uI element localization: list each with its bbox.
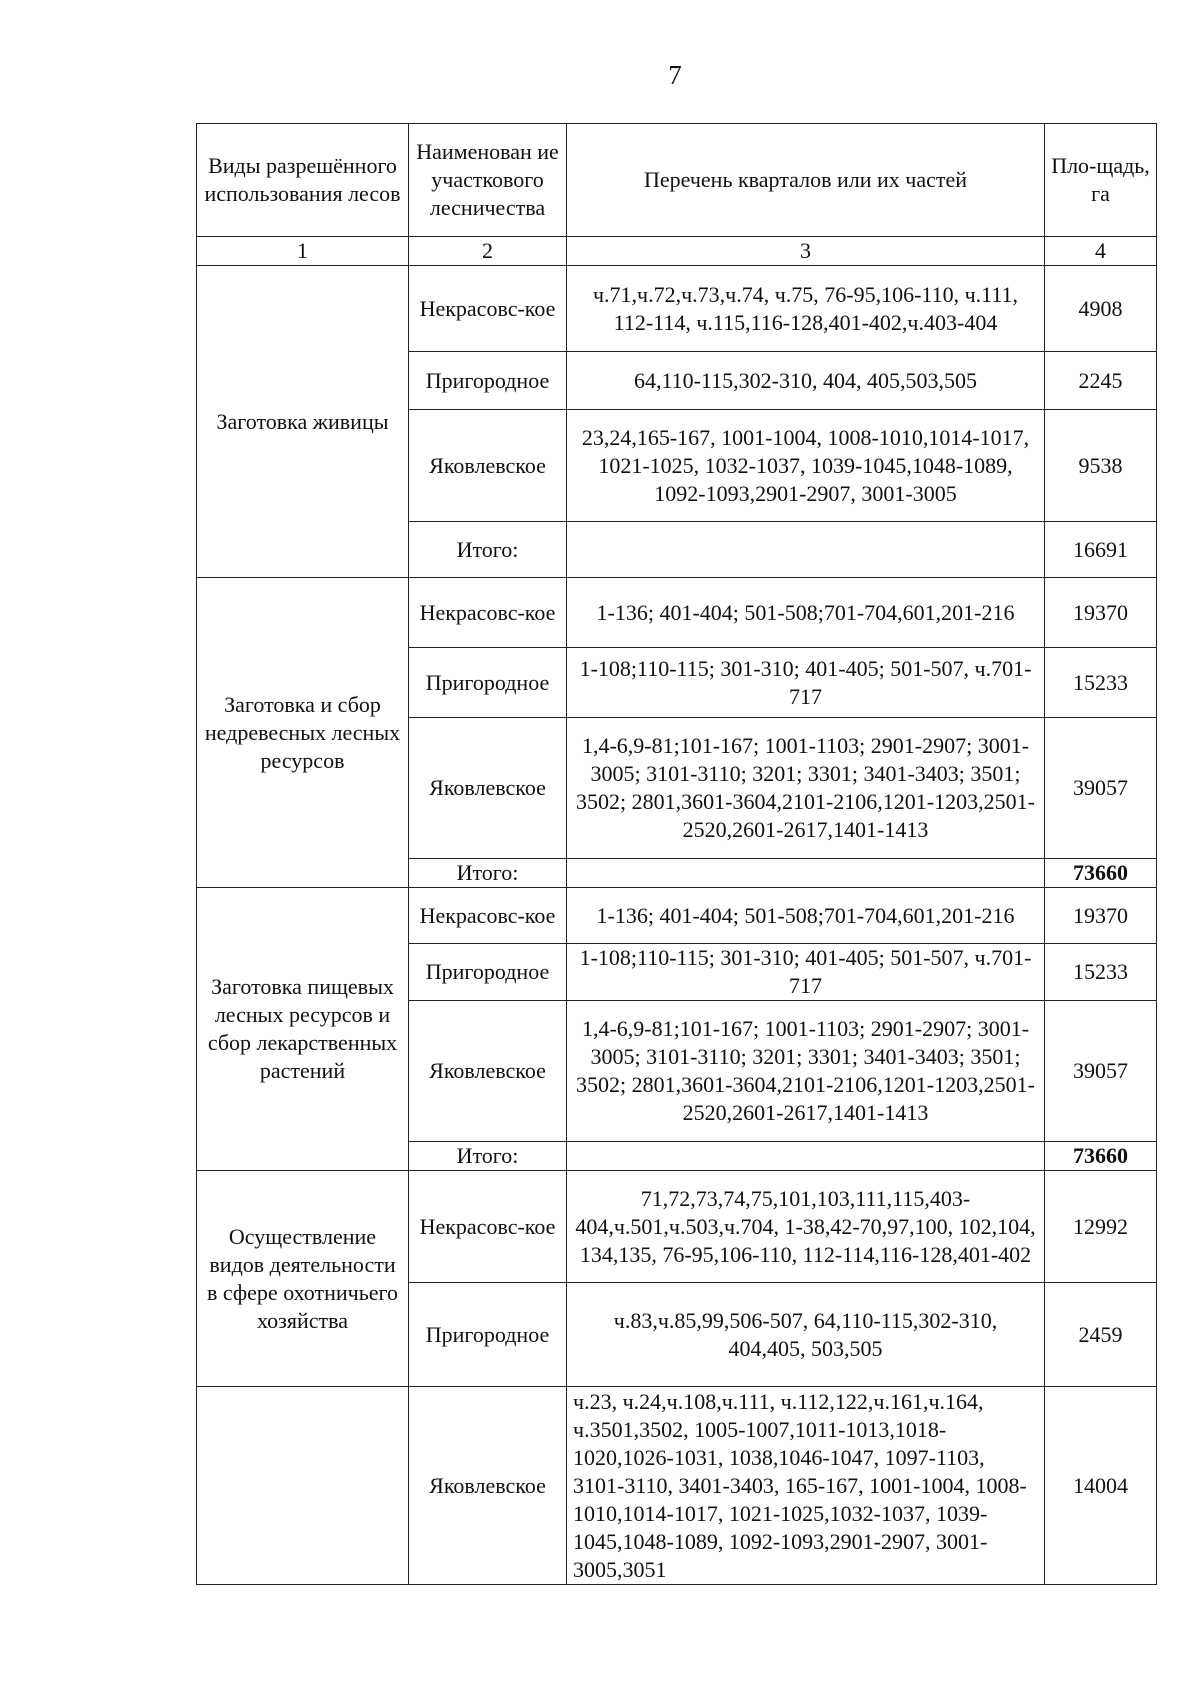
area-cell: 9538: [1045, 410, 1157, 522]
column-number: 4: [1045, 237, 1157, 266]
area-cell: 2245: [1045, 352, 1157, 410]
quarters-cell: 23,24,165-167, 1001-1004, 1008-1010,1014-1017, 1021-1025, 1032-1037, 1039-1045,1048-1089, 1092-1093,2901-2907, 3001-3005: [567, 410, 1045, 522]
use-type-cell: Заготовка живицы: [197, 266, 409, 578]
table-row: [197, 266, 1157, 352]
column-number: 2: [409, 237, 567, 266]
quarters-cell: 71,72,73,74,75,101,103,111,115,403-404,ч.501,ч.503,ч.704, 1-38,42-70,97,100, 102,104, 134,135, 76-95,106-110, 112-114,116-128,401-402: [567, 1171, 1045, 1283]
total-label: Итого:: [409, 522, 567, 578]
quarters-cell: 1-108;110-115; 301-310; 401-405; 501-507, ч.701-717: [567, 944, 1045, 1001]
header-cell: Наименован ие участкового лесничества: [409, 124, 567, 237]
table-row: [197, 1387, 1157, 1585]
area-cell: 4908: [1045, 266, 1157, 352]
forestry-cell: Яковлевское: [409, 410, 567, 522]
area-cell: 19370: [1045, 888, 1157, 944]
area-cell: 39057: [1045, 1001, 1157, 1142]
area-cell: 15233: [1045, 944, 1157, 1001]
header-cell: Виды разрешённого использования лесов: [197, 124, 409, 237]
forestry-cell: Яковлевское: [409, 1387, 567, 1585]
forestry-cell: Яковлевское: [409, 718, 567, 859]
total-value: 73660: [1045, 859, 1157, 888]
column-number: 1: [197, 237, 409, 266]
total-label: Итого:: [409, 859, 567, 888]
quarters-cell: 1-136; 401-404; 501-508;701-704,601,201-216: [567, 888, 1045, 944]
forestry-cell: Некрасовс-кое: [409, 1171, 567, 1283]
quarters-cell: 1-108;110-115; 301-310; 401-405; 501-507, ч.701-717: [567, 648, 1045, 718]
empty-cell: [567, 1142, 1045, 1171]
area-cell: 2459: [1045, 1283, 1157, 1387]
area-cell: 19370: [1045, 578, 1157, 648]
forestry-cell: Яковлевское: [409, 1001, 567, 1142]
forestry-cell: Некрасовс-кое: [409, 266, 567, 352]
forestry-cell: Некрасовс-кое: [409, 888, 567, 944]
total-value: 16691: [1045, 522, 1157, 578]
column-number-row: [197, 237, 1157, 266]
quarters-cell: 1-136; 401-404; 501-508;701-704,601,201-216: [567, 578, 1045, 648]
use-type-cell: Заготовка и сбор недревесных лесных ресурсов: [197, 578, 409, 888]
column-number: 3: [567, 237, 1045, 266]
forest-use-table: [196, 123, 1157, 1585]
page-number: 7: [668, 60, 682, 90]
quarters-cell: 64,110-115,302-310, 404, 405,503,505: [567, 352, 1045, 410]
total-value: 73660: [1045, 1142, 1157, 1171]
table-row: [197, 1171, 1157, 1283]
empty-cell: [567, 522, 1045, 578]
table-row: [197, 888, 1157, 944]
quarters-cell: 1,4-6,9-81;101-167; 1001-1103; 2901-2907; 3001-3005; 3101-3110; 3201; 3301; 3401-3403; 3501; 3502; 2801,3601-3604,2101-2106,1201-1203,2501-2520,2601-2617,1401-1413: [567, 718, 1045, 859]
forestry-cell: Пригородное: [409, 1283, 567, 1387]
total-label: Итого:: [409, 1142, 567, 1171]
quarters-cell: ч.23, ч.24,ч.108,ч.111, ч.112,122,ч.161,ч.164, ч.3501,3502, 1005-1007,1011-1013,1018-1020,1026-1031, 1038,1046-1047, 1097-1103, 3101-3110, 3401-3403, 165-167, 1001-1004, 1008-1010,1014-1017, 1021-1025,1032-1037, 1039-1045,1048-1089, 1092-1093,2901-2907, 3001-3005,3051: [567, 1387, 1045, 1585]
table-row: [197, 578, 1157, 648]
forestry-cell: Пригородное: [409, 352, 567, 410]
quarters-cell: ч.83,ч.85,99,506-507, 64,110-115,302-310, 404,405, 503,505: [567, 1283, 1045, 1387]
header-cell: Пло-щадь, га: [1045, 124, 1157, 237]
area-cell: 12992: [1045, 1171, 1157, 1283]
area-cell: 14004: [1045, 1387, 1157, 1585]
header-row: [197, 124, 1157, 237]
use-type-cell: Заготовка пищевых лесных ресурсов и сбор лекарственных растений: [197, 888, 409, 1171]
forestry-cell: Пригородное: [409, 944, 567, 1001]
quarters-cell: 1,4-6,9-81;101-167; 1001-1103; 2901-2907; 3001-3005; 3101-3110; 3201; 3301; 3401-3403; 3501; 3502; 2801,3601-3604,2101-2106,1201-1203,2501-2520,2601-2617,1401-1413: [567, 1001, 1045, 1142]
use-type-cell: [197, 1387, 409, 1585]
header-cell: Перечень кварталов или их частей: [567, 124, 1045, 237]
forestry-cell: Некрасовс-кое: [409, 578, 567, 648]
empty-cell: [567, 859, 1045, 888]
use-type-cell: Осуществление видов деятельности в сфере охотничьего хозяйства: [197, 1171, 409, 1387]
quarters-cell: ч.71,ч.72,ч.73,ч.74, ч.75, 76-95,106-110, ч.111, 112-114, ч.115,116-128,401-402,ч.403-404: [567, 266, 1045, 352]
area-cell: 15233: [1045, 648, 1157, 718]
forestry-cell: Пригородное: [409, 648, 567, 718]
area-cell: 39057: [1045, 718, 1157, 859]
